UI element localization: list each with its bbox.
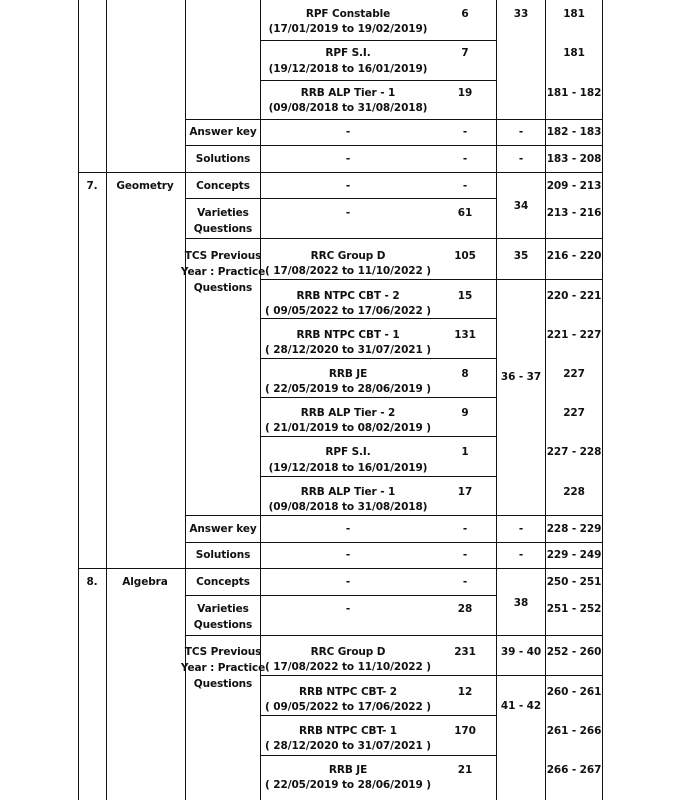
exam-period: ( 28/12/2020 to 31/07/2021 ) [265, 740, 431, 752]
class-number: 33 [513, 8, 529, 20]
subsection-label-line2: Year : Practice [180, 662, 266, 674]
subsection-label: Solutions [195, 549, 251, 561]
exam-period: ( 17/08/2022 to 11/10/2022 ) [265, 661, 431, 673]
question-count: 9 [461, 407, 469, 419]
exam-name: RRB NTPC CBT - 2 [296, 290, 400, 302]
row-divider [185, 198, 496, 199]
subsection-label: Varieties [197, 603, 249, 615]
question-count: 131 [454, 329, 476, 341]
exam-name: - [345, 576, 351, 588]
col-divider [496, 0, 497, 800]
exam-name: RRB NTPC CBT- 1 [299, 725, 397, 737]
exam-period: (09/08/2018 to 31/08/2018) [268, 102, 428, 114]
page-range: 252 - 260 [546, 646, 602, 658]
exam-period: ( 21/01/2019 to 08/02/2019 ) [265, 422, 431, 434]
class-number: - [518, 126, 524, 138]
page-range: 229 - 249 [546, 549, 602, 561]
row-divider [185, 515, 602, 516]
col-divider [185, 0, 186, 800]
section-divider [78, 568, 603, 569]
subsection-label: Answer key [189, 523, 257, 535]
col-divider [545, 0, 546, 800]
subsection-label: Concepts [196, 576, 250, 588]
page-range: 227 [563, 368, 585, 380]
page-range: 251 - 252 [546, 603, 602, 615]
row-divider [260, 715, 496, 716]
question-count: - [462, 523, 468, 535]
exam-name: RRB NTPC CBT- 2 [299, 686, 397, 698]
page-range: 221 - 227 [546, 329, 602, 341]
page-range: 183 - 208 [546, 153, 602, 165]
question-count: 19 [457, 87, 473, 99]
subsection-label-line3: Questions [193, 282, 253, 294]
subsection-label: Varieties [197, 207, 249, 219]
row-divider [260, 279, 602, 280]
exam-period: ( 09/05/2022 to 17/06/2022 ) [265, 701, 431, 713]
exam-name: RRB ALP Tier - 1 [300, 486, 396, 498]
question-count: - [462, 153, 468, 165]
row-divider [185, 595, 496, 596]
page-range: 266 - 267 [546, 764, 602, 776]
question-count: 6 [461, 8, 469, 20]
border-right [602, 0, 603, 800]
exam-name: RPF S.I. [325, 47, 371, 59]
page-range: 216 - 220 [546, 250, 602, 262]
exam-name: RRB ALP Tier - 1 [300, 87, 396, 99]
exam-name: RRB ALP Tier - 2 [300, 407, 396, 419]
class-number: 38 [513, 597, 529, 609]
exam-period: (19/12/2018 to 16/01/2019) [268, 63, 428, 75]
chapter-title: Algebra [122, 576, 168, 588]
subsection-label: TCS Previous [184, 646, 262, 658]
page-range: 220 - 221 [546, 290, 602, 302]
subsection-label-line2: Year : Practice [180, 266, 266, 278]
question-count: - [462, 576, 468, 588]
exam-period: ( 22/05/2019 to 28/06/2019 ) [265, 779, 431, 791]
row-divider [185, 635, 602, 636]
question-count: - [462, 180, 468, 192]
exam-period: ( 17/08/2022 to 11/10/2022 ) [265, 265, 431, 277]
row-divider [260, 436, 496, 437]
question-count: - [462, 549, 468, 561]
row-divider [185, 238, 602, 239]
row-divider [185, 145, 602, 146]
question-count: 12 [457, 686, 473, 698]
class-number: 34 [513, 200, 529, 212]
page-range: 228 [563, 486, 585, 498]
exam-period: (19/12/2018 to 16/01/2019) [268, 462, 428, 474]
question-count: 17 [457, 486, 473, 498]
question-count: 7 [461, 47, 469, 59]
class-number: 35 [513, 250, 529, 262]
row-divider [260, 755, 496, 756]
subsection-label-line2: Questions [193, 619, 253, 631]
exam-name: - [345, 153, 351, 165]
page-range: 209 - 213 [546, 180, 602, 192]
contents-table [78, 0, 603, 800]
exam-period: (09/08/2018 to 31/08/2018) [268, 501, 428, 513]
exam-name: RRC Group D [310, 250, 386, 262]
row-divider [260, 358, 496, 359]
page-range: 181 [563, 47, 585, 59]
row-divider [260, 397, 496, 398]
page-range: 213 - 216 [546, 207, 602, 219]
question-count: 28 [457, 603, 473, 615]
question-count: 15 [457, 290, 473, 302]
subsection-label-line3: Questions [193, 678, 253, 690]
page-range: 261 - 266 [546, 725, 602, 737]
question-count: 8 [461, 368, 469, 380]
question-count: 1 [461, 446, 469, 458]
question-count: 21 [457, 764, 473, 776]
class-number: - [518, 153, 524, 165]
question-count: 105 [454, 250, 476, 262]
page-range: 228 - 229 [546, 523, 602, 535]
exam-name: - [345, 523, 351, 535]
class-number: - [518, 549, 524, 561]
exam-period: ( 09/05/2022 to 17/06/2022 ) [265, 305, 431, 317]
page-range: 227 - 228 [546, 446, 602, 458]
row-divider [185, 542, 602, 543]
chapter-title: Geometry [116, 180, 174, 192]
question-count: 170 [454, 725, 476, 737]
exam-name: RRC Group D [310, 646, 386, 658]
exam-name: - [345, 126, 351, 138]
question-count: 61 [457, 207, 473, 219]
page-range: 250 - 251 [546, 576, 602, 588]
exam-period: ( 22/05/2019 to 28/06/2019 ) [265, 383, 431, 395]
exam-name: RPF S.I. [325, 446, 371, 458]
subsection-label: Answer key [189, 126, 257, 138]
subsection-label: TCS Previous [184, 250, 262, 262]
col-divider [260, 0, 261, 800]
page-range: 260 - 261 [546, 686, 602, 698]
page-range: 227 [563, 407, 585, 419]
subsection-label: Solutions [195, 153, 251, 165]
class-number: 39 - 40 [500, 646, 542, 658]
chapter-number: 7. [86, 180, 98, 192]
class-number: - [518, 523, 524, 535]
row-divider [260, 675, 602, 676]
exam-name: RPF Constable [305, 8, 391, 20]
row-divider [260, 476, 496, 477]
exam-period: ( 28/12/2020 to 31/07/2021 ) [265, 344, 431, 356]
exam-name: - [345, 180, 351, 192]
row-divider [185, 119, 602, 120]
chapter-number: 8. [86, 576, 98, 588]
row-divider [260, 40, 496, 41]
page-range: 181 - 182 [546, 87, 602, 99]
class-number: 41 - 42 [500, 700, 542, 712]
exam-name: RRB NTPC CBT - 1 [296, 329, 400, 341]
row-divider [260, 80, 496, 81]
exam-name: - [345, 207, 351, 219]
section-divider [78, 172, 603, 173]
exam-name: - [345, 603, 351, 615]
exam-name: RRB JE [328, 368, 368, 380]
col-divider [106, 0, 107, 800]
page-range: 182 - 183 [546, 126, 602, 138]
subsection-label-line2: Questions [193, 223, 253, 235]
question-count: - [462, 126, 468, 138]
subsection-label: Concepts [196, 180, 250, 192]
class-number: 36 - 37 [500, 371, 542, 383]
exam-name: RRB JE [328, 764, 368, 776]
exam-name: - [345, 549, 351, 561]
border-left [78, 0, 79, 800]
page-range: 181 [563, 8, 585, 20]
exam-period: (17/01/2019 to 19/02/2019) [268, 23, 428, 35]
question-count: 231 [454, 646, 476, 658]
